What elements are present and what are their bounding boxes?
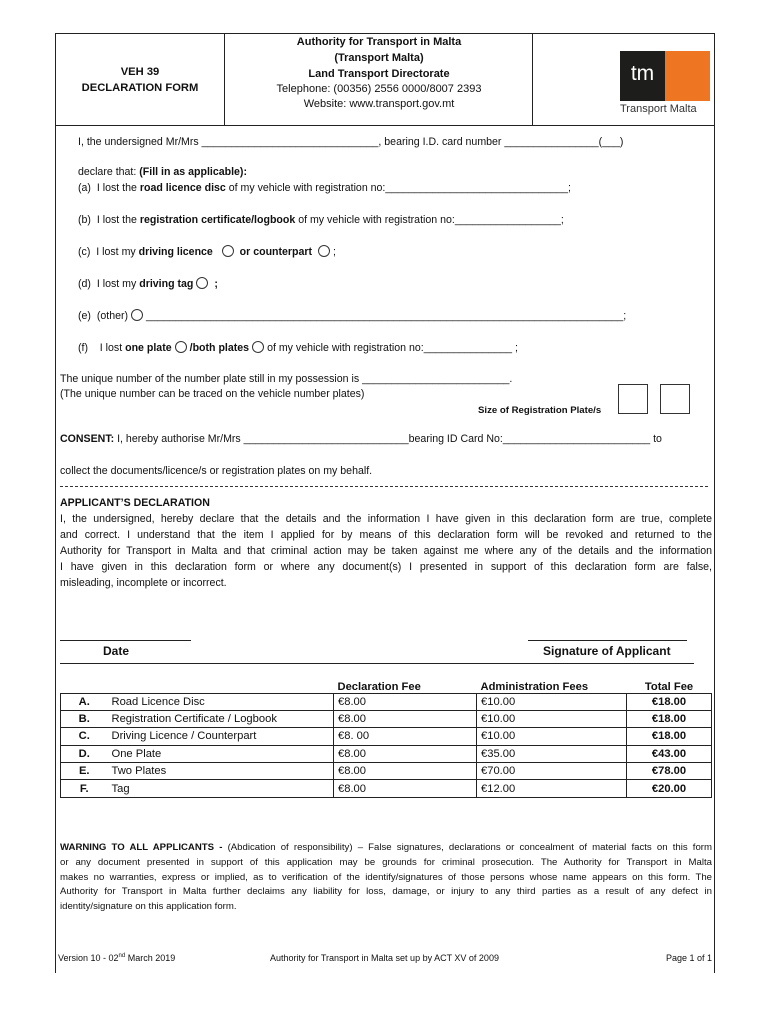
warning-line-4: Authority for Transport in Malta further declaims any liability for loss, damage, or injury to any third parties as a result of any defect in (60, 886, 712, 897)
row-id: B. (61, 710, 108, 727)
header-total-fee: Total Fee (627, 676, 712, 693)
signature-line[interactable] (528, 640, 687, 641)
row-admin-fee: €35.00 (477, 745, 627, 762)
dashed-divider (60, 486, 708, 487)
row-admin-fee: €70.00 (477, 763, 627, 780)
warning-line-5: identity/signature on this application form. (60, 901, 237, 912)
header-blank (61, 676, 108, 693)
row-total: €20.00 (627, 780, 712, 797)
item-e-text2: _________________________________________________________________________________; (146, 310, 627, 322)
declare-fill: (Fill in as applicable): (139, 166, 247, 178)
fee-table-header (61, 676, 712, 693)
counterpart-radio[interactable] (318, 245, 330, 257)
footer-page: Page 1 of 1 (666, 953, 713, 963)
row-declaration-fee: €8.00 (334, 693, 477, 710)
row-admin-fee: €12.00 (477, 780, 627, 797)
item-e (78, 309, 626, 322)
row-item: Driving Licence / Counterpart (108, 728, 334, 745)
row-admin-fee: €10.00 (477, 710, 627, 727)
row-id: D. (61, 745, 108, 762)
row-total: €43.00 (627, 745, 712, 762)
footer-version (58, 953, 175, 963)
item-c-text2: ; (333, 246, 336, 258)
row-declaration-fee: €8. 00 (334, 728, 477, 745)
warning-line-2: or any document presented in support of this application may be grounds for criminal prosecution. The Authority for Transport in Malta (60, 857, 712, 868)
logo-orange-block (665, 51, 710, 101)
row-declaration-fee: €8.00 (334, 710, 477, 727)
item-a-bold: road licence disc (139, 182, 226, 194)
table-row (61, 728, 712, 745)
header-administration-fees: Administration Fees (477, 676, 627, 693)
warning-line-1 (60, 842, 712, 853)
item-d-text2: ; (214, 278, 218, 290)
consent-line (60, 433, 662, 445)
item-d-text1: I lost my (96, 278, 140, 290)
footer-version-sup: nd (118, 953, 126, 959)
declare-prefix: declare that: (78, 166, 140, 178)
item-a-text2: of my vehicle with registration no:_______________________________; (225, 182, 571, 194)
declaration-line-1: I, the undersigned, hereby declare that the details and the information I have given in this declaration form are true, complete (60, 513, 712, 525)
item-a-text1: I lost the (96, 182, 140, 194)
declaration-line-5: misleading, incomplete or incorrect. (60, 577, 227, 589)
plate-size-box-2[interactable] (660, 384, 690, 414)
row-id: A. (61, 693, 108, 710)
declaration-title: APPLICANT’S DECLARATION (60, 497, 210, 509)
item-b-label: (b) (78, 214, 91, 226)
row-declaration-fee: €8.00 (334, 780, 477, 797)
item-f-text2: of my vehicle with registration no:_______________ ; (267, 342, 518, 354)
table-row (61, 693, 712, 710)
item-b-bold: registration certificate/logbook (139, 214, 296, 226)
item-b-text2: of my vehicle with registration no:__________________; (295, 214, 564, 226)
warning-line-3: makes no warranties, express or implied, as to verification of the identify/signatures of those persons whose name appears on this form. The (60, 872, 712, 883)
row-total: €78.00 (627, 763, 712, 780)
row-id: C. (61, 728, 108, 745)
directorate: Land Transport Directorate (308, 68, 450, 80)
table-row (61, 710, 712, 727)
both-plates-radio[interactable] (252, 341, 264, 353)
header-divider (55, 125, 715, 126)
row-declaration-fee: €8.00 (334, 745, 477, 762)
item-f-text1: I lost (99, 342, 126, 354)
footer-version-suffix: March 2019 (125, 953, 176, 963)
header-blank-2 (108, 676, 334, 693)
header-declaration-fee: Declaration Fee (334, 676, 477, 693)
row-item: Tag (108, 780, 334, 797)
row-admin-fee: €10.00 (477, 728, 627, 745)
authority-name: Authority for Transport in Malta (296, 36, 462, 48)
consent-text: I, hereby authorise Mr/Mrs ____________________________bearing ID Card No:_________________________ to (114, 433, 662, 445)
item-d-label: (d) (78, 278, 91, 290)
table-row (61, 780, 712, 797)
date-line[interactable] (60, 640, 191, 641)
item-b (78, 214, 564, 226)
item-c-text1: I lost my (96, 246, 139, 258)
logo-caption: Transport Malta (620, 103, 697, 115)
item-c-bold2: or counterpart (239, 246, 313, 258)
item-f (78, 341, 518, 354)
consent-label: CONSENT: (60, 433, 115, 445)
declaration-line-3: Authority for Transport in Malta and that criminal action may be taken against me where any of the details and the information (60, 545, 712, 557)
authority-short: (Transport Malta) (334, 52, 424, 64)
item-f-label: (f) (78, 342, 88, 354)
logo-initials: tm (620, 51, 665, 101)
item-f-bold: one plate (125, 342, 172, 354)
row-item: Road Licence Disc (108, 693, 334, 710)
date-label: Date (103, 644, 130, 658)
transport-malta-logo (620, 51, 710, 101)
item-d-bold: driving tag (139, 278, 194, 290)
signature-label: Signature of Applicant (543, 644, 671, 658)
item-d (78, 277, 218, 290)
intro-line: I, the undersigned Mr/Mrs ______________________________, bearing I.D. card number ________________(___) (78, 136, 624, 148)
item-c-bold: driving licence (138, 246, 213, 258)
plate-note: (The unique number can be traced on the vehicle number plates) (60, 388, 365, 400)
footer-version-prefix: Version 10 - 02 (58, 953, 119, 963)
item-e-text1: (other) (96, 310, 129, 322)
header-cell-form (55, 33, 225, 126)
row-total: €18.00 (627, 710, 712, 727)
form-name: DECLARATION FORM (81, 82, 199, 94)
row-total: €18.00 (627, 728, 712, 745)
footer-act: Authority for Transport in Malta set up by ACT XV of 2009 (270, 953, 499, 963)
declaration-line-4: I have given in this declaration form or where any document(s) I presented in support of this declaration form are false, (60, 561, 712, 573)
row-item: Two Plates (108, 763, 334, 780)
row-id: E. (61, 763, 108, 780)
fee-table (60, 676, 712, 798)
declaration-line-2: and correct. I understand that the item I applied for by means of this declaration form will be revoked and returned to the (60, 529, 712, 541)
plate-size-label: Size of Registration Plate/s (478, 405, 602, 416)
section-divider (60, 663, 694, 664)
item-f-bold2: /both plates (189, 342, 250, 354)
row-declaration-fee: €8.00 (334, 763, 477, 780)
warning-title: WARNING TO ALL APPLICANTS - (60, 842, 223, 853)
one-plate-radio[interactable] (175, 341, 187, 353)
website: Website: www.transport.gov.mt (303, 98, 455, 110)
plate-size-box-1[interactable] (618, 384, 648, 414)
item-a-label: (a) (78, 182, 91, 194)
item-c (78, 245, 336, 258)
item-e-label: (e) (78, 310, 91, 322)
item-c-label: (c) (78, 246, 91, 258)
row-total: €18.00 (627, 693, 712, 710)
other-radio[interactable] (131, 309, 143, 321)
driving-tag-radio[interactable] (196, 277, 208, 289)
item-b-text1: I lost the (96, 214, 140, 226)
consent-continuation: collect the documents/licence/s or registration plates on my behalf. (60, 465, 373, 477)
row-id: F. (61, 780, 108, 797)
form-code: VEH 39 (120, 66, 160, 78)
table-row (61, 763, 712, 780)
row-item: Registration Certificate / Logbook (108, 710, 334, 727)
declare-line (78, 166, 247, 178)
telephone: Telephone: (00356) 2556 0000/8007 2393 (276, 83, 482, 95)
warning-text-1: (Abdication of responsibility) – False signatures, declarations or concealment of material facts on this form (222, 842, 712, 853)
item-a (78, 182, 571, 194)
row-admin-fee: €10.00 (477, 693, 627, 710)
driving-licence-radio[interactable] (222, 245, 234, 257)
plate-unique-number: The unique number of the number plate still in my possession is _________________________. (60, 373, 513, 385)
row-item: One Plate (108, 745, 334, 762)
table-row (61, 745, 712, 762)
